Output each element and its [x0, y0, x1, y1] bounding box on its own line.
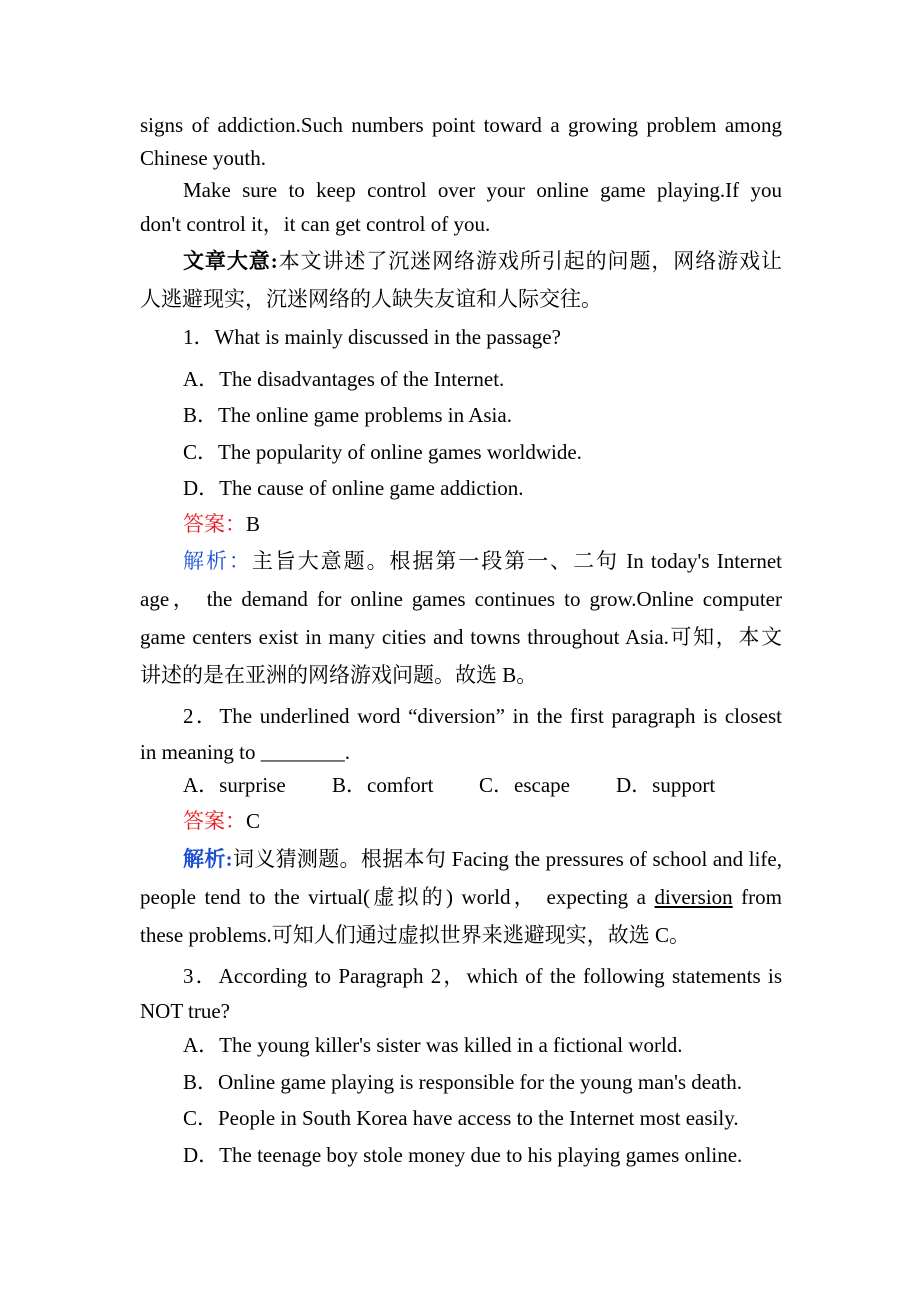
question-3-option-a: A．The young killer's sister was killed in a fictional world.: [183, 1033, 683, 1057]
question-1-answer: [183, 511, 782, 537]
summary-line: 人逃避现实，沉迷网络的人缺失友谊和人际交往。: [140, 287, 602, 311]
question-2-options: [183, 772, 743, 798]
summary-text: 本文讲述了沉迷网络游戏所引起的问题，网络游戏让: [277, 249, 782, 273]
question-2-option-c: C．escape: [479, 773, 570, 797]
summary-label: 文章大意:: [183, 249, 278, 273]
question-1-stem: 1．What is mainly discussed in the passage?: [183, 325, 561, 349]
question-1-analysis: [183, 548, 782, 574]
question-3-option-b: B．Online game playing is responsible for the young man's death.: [183, 1070, 743, 1094]
passage-line: Make sure to keep control over your online game playing.If you: [183, 178, 782, 202]
passage-line: signs of addiction.Such numbers point toward a growing problem among: [140, 113, 782, 137]
analysis-label: 解析：: [183, 549, 252, 573]
analysis-line: [140, 884, 782, 910]
question-2-option-d: D．support: [616, 773, 716, 797]
analysis-text: people tend to the virtual(虚拟的) world， expecting a: [140, 885, 655, 909]
analysis-label: 解析:: [183, 847, 233, 871]
question-3-option-d: D．The teenage boy stole money due to his playing games online.: [183, 1143, 743, 1167]
answer-label: 答案：: [183, 809, 246, 833]
analysis-line: 讲述的是在亚洲的网络游戏问题。故选 B。: [140, 663, 538, 687]
answer-value: B: [246, 512, 261, 536]
analysis-line: age， the demand for online games continues to grow.Online computer: [140, 587, 782, 611]
summary-line: [183, 248, 782, 274]
question-2-analysis: [183, 846, 782, 872]
question-1-option-b: B．The online game problems in Asia.: [183, 403, 512, 427]
passage-line: Chinese youth.: [140, 146, 266, 170]
answer-label: 答案：: [183, 512, 246, 536]
question-2-stem-line2: in meaning to ________.: [140, 740, 350, 764]
question-2-option-b: B．comfort: [332, 773, 434, 797]
underlined-word: diversion: [654, 885, 733, 909]
analysis-line: these problems.可知人们通过虚拟世界来逃避现实，故选 C。: [140, 923, 691, 947]
answer-value: C: [246, 809, 261, 833]
passage-line: don't control it，it can get control of you.: [140, 212, 491, 236]
analysis-text: 主旨大意题。根据第一段第一、二句 In today's Internet: [251, 549, 782, 573]
analysis-text: from: [732, 885, 783, 909]
question-2-option-a: A．surprise: [183, 773, 286, 797]
question-2-stem: 2．The underlined word “diversion” in the first paragraph is closest: [183, 704, 782, 728]
question-3-stem-line2: NOT true?: [140, 999, 230, 1023]
question-3-option-c: C．People in South Korea have access to the Internet most easily.: [183, 1106, 739, 1130]
analysis-line: game centers exist in many cities and towns throughout Asia.可知，本文: [140, 625, 782, 649]
question-1-option-c: C．The popularity of online games worldwide.: [183, 440, 582, 464]
question-3-stem: 3．According to Paragraph 2，which of the following statements is: [183, 964, 782, 988]
question-1-option-d: D．The cause of online game addiction.: [183, 476, 524, 500]
analysis-text: 词义猜测题。根据本句 Facing the pressures of school and life,: [232, 847, 782, 871]
question-1-option-a: A．The disadvantages of the Internet.: [183, 367, 505, 391]
question-2-answer: [183, 808, 782, 834]
